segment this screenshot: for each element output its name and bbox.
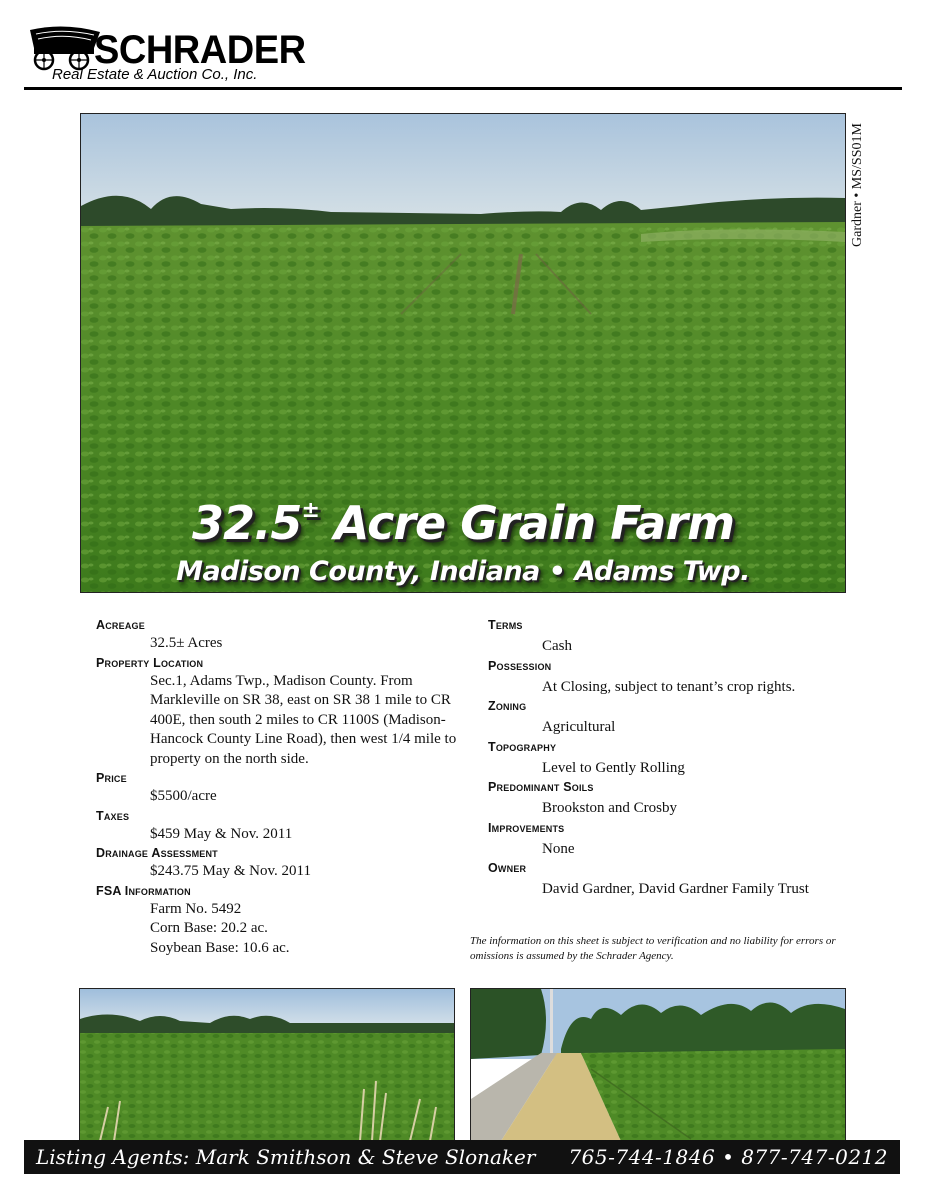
contact-phones: 765-744-1846 • 877-747-0212 (568, 1145, 888, 1169)
details-left-column (96, 616, 468, 958)
detail-label: Improvements (488, 820, 565, 835)
detail-label: Taxes (96, 808, 130, 823)
detail-value: David Gardner, David Gardner Family Trust (542, 881, 809, 897)
detail-label: Zoning (488, 699, 527, 713)
detail-possession (488, 657, 848, 698)
detail-label: Possession (488, 658, 552, 673)
detail-owner (488, 859, 848, 900)
detail-value: $5500/acre (150, 788, 217, 804)
listing-location: Madison County, Indiana • Adams Twp. (176, 556, 750, 587)
listing-title: 32.5± Acre Grain Farm (191, 496, 735, 550)
brand-name: SCHRADER (94, 28, 306, 72)
detail-value: Farm No. 5492 (150, 900, 242, 917)
field-photo-left (79, 988, 455, 1142)
roadside-field-image (471, 989, 845, 1141)
detail-value: Corn Base: 20.2 ac. (150, 920, 268, 936)
detail-zoning (488, 697, 848, 738)
detail-drainage-assessment (96, 844, 468, 882)
field-landscape-image (80, 989, 454, 1141)
detail-value: Brookston and Crosby (542, 800, 677, 816)
detail-fsa-information (96, 882, 468, 959)
detail-acreage (96, 616, 468, 654)
detail-property-location (96, 654, 468, 770)
hero-photo (80, 113, 846, 593)
detail-label: Acreage (96, 618, 145, 632)
detail-value: Soybean Base: 10.6 ac. (150, 939, 290, 956)
detail-value: At Closing, subject to tenant’s crop rights. (542, 678, 796, 695)
details-right-column (488, 616, 848, 900)
company-logo (24, 24, 324, 88)
disclaimer-text: The information on this sheet is subject to verification and no liability for errors or omissions is assumed by the Schrader Agency. (470, 935, 836, 962)
detail-label: Owner (488, 861, 527, 875)
detail-terms (488, 616, 848, 657)
detail-topography (488, 738, 848, 779)
detail-predominant-soils (488, 778, 848, 819)
detail-label: Topography (488, 739, 557, 754)
detail-value: 32.5± Acres (150, 635, 223, 651)
detail-label: Predominant Soils (488, 780, 594, 794)
detail-improvements (488, 819, 848, 860)
detail-value: None (542, 840, 575, 857)
detail-value: Cash (542, 638, 572, 654)
detail-price (96, 769, 468, 807)
listing-agents: Listing Agents: Mark Smithson & Steve Slonaker (36, 1145, 536, 1169)
detail-taxes (96, 807, 468, 845)
detail-value: $459 May & Nov. 2011 (150, 825, 293, 842)
brand-subtitle: Real Estate & Auction Co., Inc. (52, 66, 258, 83)
detail-value: Agricultural (542, 719, 616, 735)
footer-bar (24, 1140, 900, 1174)
listing-code: Gardner • MS/SS01M (850, 123, 865, 247)
header-divider (24, 87, 902, 90)
detail-value: Sec.1, Adams Twp., Madison County. From Markleville on SR 38, east on SR 38 1 mile to CR 400E, then south 2 miles to CR 1100S (Madison-Hancock County Line Road), then west 1/4 mile to property on the north side. (150, 672, 457, 767)
detail-label: Price (96, 771, 127, 785)
field-photo-right (470, 988, 846, 1142)
detail-label: Terms (488, 618, 523, 632)
detail-label: Drainage Assessment (96, 846, 218, 860)
detail-label: FSA Information (96, 883, 191, 898)
detail-value: $243.75 May & Nov. 2011 (150, 863, 311, 879)
detail-value: Level to Gently Rolling (542, 759, 685, 776)
detail-label: Property Location (96, 655, 204, 670)
